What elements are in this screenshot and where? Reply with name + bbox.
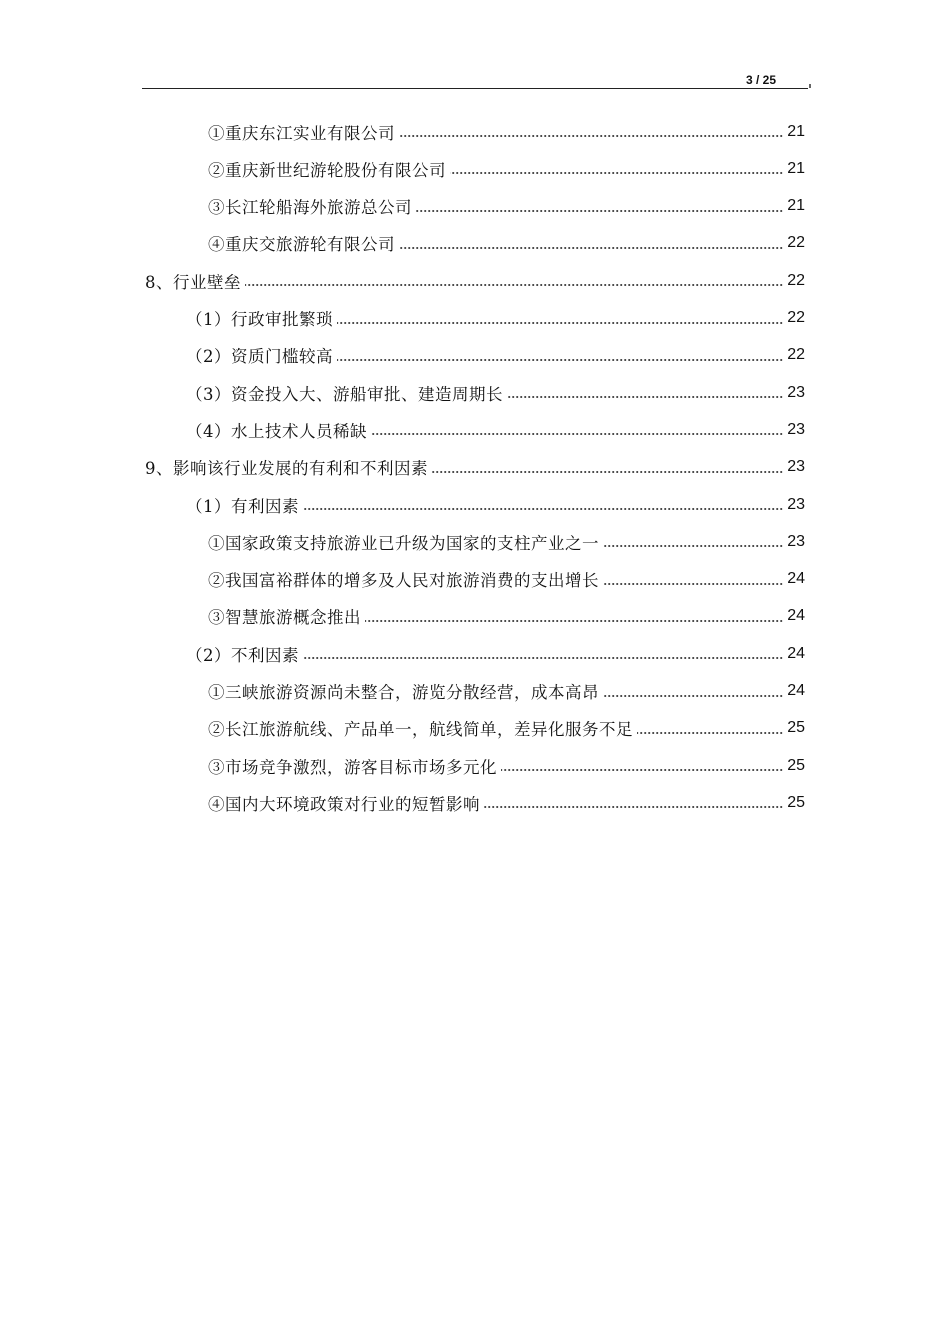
- toc-entry-label: 8、行业壁垒: [145, 272, 241, 292]
- toc-entry-page-number: 23: [787, 383, 805, 401]
- toc-entry-label: （1）行政审批繁琐: [186, 310, 333, 329]
- toc-dot-leader: [603, 583, 783, 585]
- toc-entry-page-number: 24: [787, 570, 805, 588]
- toc-entry-label: ②重庆新世纪游轮股份有限公司: [208, 160, 446, 180]
- toc-entry-page-number: 25: [787, 756, 805, 774]
- toc-entry[interactable]: [145, 449, 805, 486]
- toc-entry-label: （1）有利因素: [186, 496, 299, 516]
- toc-entry[interactable]: [186, 337, 805, 374]
- toc-entry-page-number: 22: [787, 234, 805, 252]
- toc-entry[interactable]: [186, 300, 805, 337]
- toc-entry-label: ①三峡旅游资源尚未整合，游览分散经营，成本高昂: [208, 683, 599, 702]
- toc-dot-leader: [450, 172, 783, 174]
- page-number: 3 / 25: [745, 73, 776, 87]
- toc-entry-label: ③市场竞争激烈，游客目标市场多元化: [208, 757, 497, 777]
- toc-entry[interactable]: [186, 486, 805, 523]
- toc-entry-label: ④重庆交旅游轮有限公司: [208, 235, 395, 255]
- toc-dot-leader: [432, 471, 783, 473]
- toc-entry-page-number: 23: [787, 495, 805, 513]
- toc-dot-leader: [637, 732, 783, 734]
- toc-dot-leader: [337, 359, 783, 361]
- toc-entry-label: 9、影响该行业发展的有利和不利因素: [145, 459, 428, 479]
- toc-entry[interactable]: [208, 523, 805, 560]
- toc-entry[interactable]: [208, 784, 805, 821]
- toc-entry-page-number: 23: [787, 458, 805, 476]
- toc-entry-label: （3）资金投入大、游船审批、建造周期长: [186, 384, 503, 404]
- toc-entry[interactable]: [208, 188, 805, 225]
- toc-dot-leader: [416, 210, 783, 212]
- toc-entry-page-number: 24: [787, 682, 805, 699]
- toc-dot-leader: [484, 806, 783, 808]
- toc-entry-label: ②长江旅游航线、产品单一，航线简单，差异化服务不足: [208, 720, 633, 740]
- toc-entry-label: （2）资质门槛较高: [186, 347, 333, 367]
- toc-entry-label: ③长江轮船海外旅游总公司: [208, 198, 412, 218]
- toc-entry[interactable]: [208, 710, 805, 747]
- toc-entry[interactable]: [186, 374, 805, 411]
- toc-entry-page-number: 22: [787, 309, 805, 326]
- toc-entry-page-number: 21: [787, 159, 805, 177]
- toc-entry-page-number: 23: [787, 532, 805, 550]
- toc-entry[interactable]: [208, 150, 805, 187]
- toc-entry-page-number: 22: [787, 271, 805, 289]
- toc-dot-leader: [501, 769, 783, 771]
- toc-dot-leader: [371, 433, 783, 435]
- toc-entry[interactable]: [208, 673, 805, 710]
- toc-entry[interactable]: [208, 561, 805, 598]
- toc-dot-leader: [303, 657, 783, 659]
- toc-dot-leader: [245, 284, 783, 286]
- toc-entry-label: （4）水上技术人员稀缺: [186, 421, 367, 441]
- toc-entry[interactable]: [208, 747, 805, 784]
- toc-dot-leader: [337, 322, 783, 324]
- header-rule-end-mark: [809, 84, 811, 88]
- toc-entry-label: ②我国富裕群体的增多及人民对旅游消费的支出增长: [208, 571, 599, 591]
- toc-entry[interactable]: [208, 225, 805, 262]
- toc-dot-leader: [603, 695, 783, 697]
- toc-dot-leader: [303, 508, 783, 510]
- toc-entry-page-number: 25: [787, 793, 805, 811]
- toc-entry[interactable]: [208, 598, 805, 635]
- toc-entry-page-number: 21: [787, 122, 805, 140]
- toc-entry-page-number: 24: [787, 644, 805, 662]
- page-header: [142, 72, 808, 88]
- toc-entry-label: ④国内大环境政策对行业的短暂影响: [208, 794, 480, 814]
- toc-entry[interactable]: [186, 635, 805, 672]
- toc-entry[interactable]: [186, 411, 805, 448]
- header-rule: [142, 88, 808, 89]
- toc-entry-page-number: 22: [787, 346, 805, 364]
- toc-dot-leader: [365, 620, 783, 622]
- toc-entry-label: ①重庆东江实业有限公司: [208, 123, 395, 143]
- toc-entry-page-number: 25: [787, 719, 805, 737]
- toc-entry[interactable]: [208, 113, 805, 150]
- toc-entry-page-number: 23: [787, 420, 805, 438]
- toc-entry-label: （2）不利因素: [186, 645, 299, 665]
- toc-entry-label: ①国家政策支持旅游业已升级为国家的支柱产业之一: [208, 533, 599, 553]
- toc-dot-leader: [399, 247, 783, 249]
- toc-entry-page-number: 21: [787, 197, 805, 215]
- toc-dot-leader: [507, 396, 783, 398]
- toc-entry-label: ③智慧旅游概念推出: [208, 608, 361, 628]
- toc-dot-leader: [603, 545, 783, 547]
- toc-entry[interactable]: [145, 262, 805, 299]
- toc-dot-leader: [399, 135, 783, 137]
- toc-entry-page-number: 24: [787, 607, 805, 625]
